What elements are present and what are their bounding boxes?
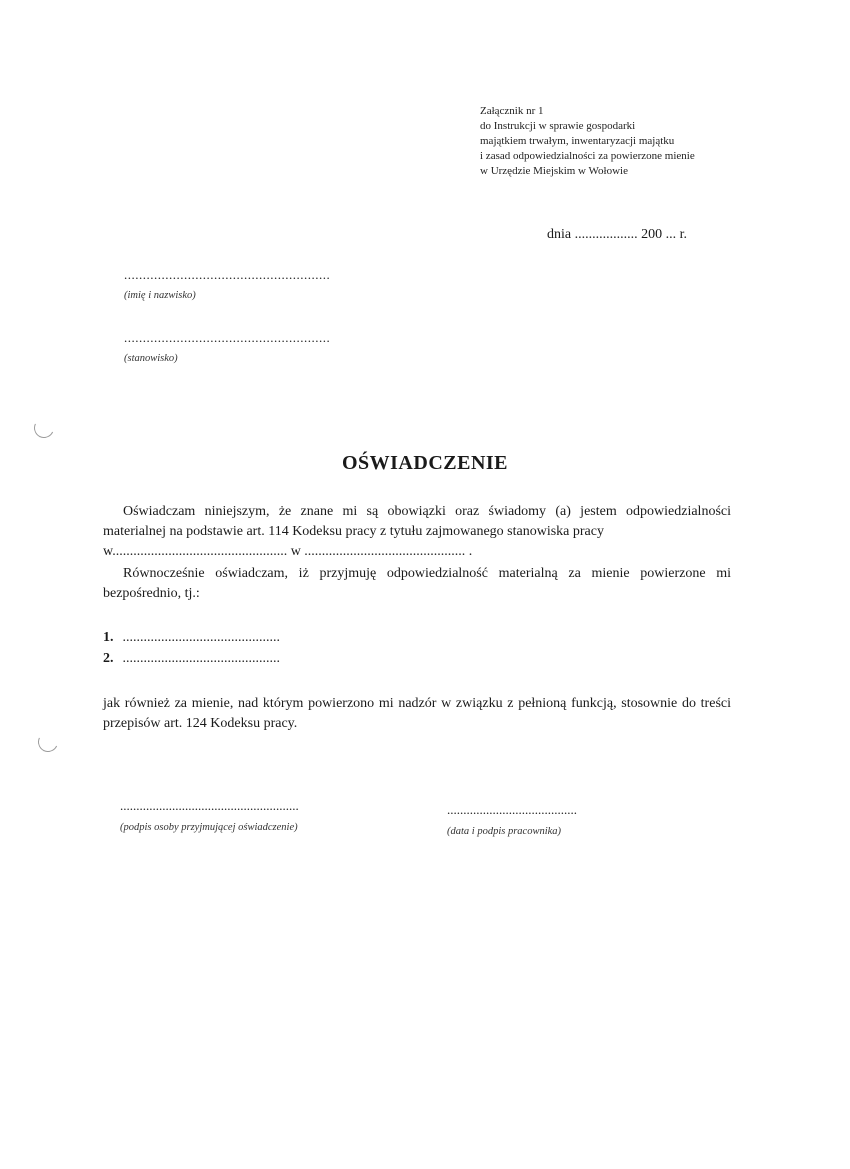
- annex-line: Załącznik nr 1: [480, 105, 544, 117]
- name-dots: .......................................................: [124, 267, 331, 282]
- position-caption: (stanowisko): [124, 353, 178, 364]
- name-caption: (imię i nazwisko): [124, 290, 196, 301]
- list-item: [103, 627, 280, 648]
- position-dots: .......................................................: [124, 330, 331, 345]
- list-item: [103, 648, 280, 669]
- paragraph-supervision: jak również za mienie, nad którym powierzono mi nadzór w związku z pełnioną funkcją, stosownie do treści przepisów art. 124 Kodeksu pracy.: [103, 696, 731, 731]
- signature-left-dots: .......................................................: [120, 798, 299, 813]
- annex-header: [480, 104, 750, 179]
- punch-hole-mark: [31, 415, 57, 441]
- signature-left: [120, 798, 299, 833]
- annex-line: majątkiem trwałym, inwentaryzacji majątku: [480, 135, 675, 147]
- annex-line: do Instrukcji w sprawie gospodarki: [480, 120, 636, 132]
- list-item-number: 1.: [103, 630, 114, 645]
- position-field: [124, 331, 364, 364]
- signature-right-caption: (data i podpis pracownika): [447, 826, 562, 837]
- document-title: OŚWIADCZENIE: [341, 452, 509, 474]
- paragraph-liability: [103, 502, 731, 562]
- date-line: dnia .................. 200 ... r.: [547, 227, 687, 242]
- list-item-dots: .............................................: [122, 630, 280, 645]
- list-item-dots: .............................................: [122, 651, 280, 666]
- annex-line: w Urzędzie Miejskim w Wołowie: [480, 165, 628, 177]
- paragraph-liability-fill-line: w.................................................. w .............................................. .: [103, 544, 473, 559]
- signature-right: [447, 802, 577, 837]
- name-field: [124, 268, 364, 301]
- property-list: [103, 627, 280, 669]
- signature-right-dots: ........................................: [447, 802, 577, 817]
- paragraph-acceptance: Równocześnie oświadczam, iż przyjmuję odpowiedzialność materialną za mienie powierzone mi bezpośrednio, tj.:: [103, 566, 731, 601]
- punch-hole-mark: [35, 729, 61, 755]
- annex-line: i zasad odpowiedzialności za powierzone mienie: [480, 150, 695, 162]
- paragraph-liability-text: Oświadczam niniejszym, że znane mi są obowiązki oraz świadomy (a) jestem odpowiedzialności materialnej na podstawie art. 114 Kodeksu pracy z tytułu zajmowanego stanowiska pracy: [103, 504, 731, 539]
- list-item-number: 2.: [103, 651, 114, 666]
- signature-left-caption: (podpis osoby przyjmującej oświadczenie): [120, 822, 298, 833]
